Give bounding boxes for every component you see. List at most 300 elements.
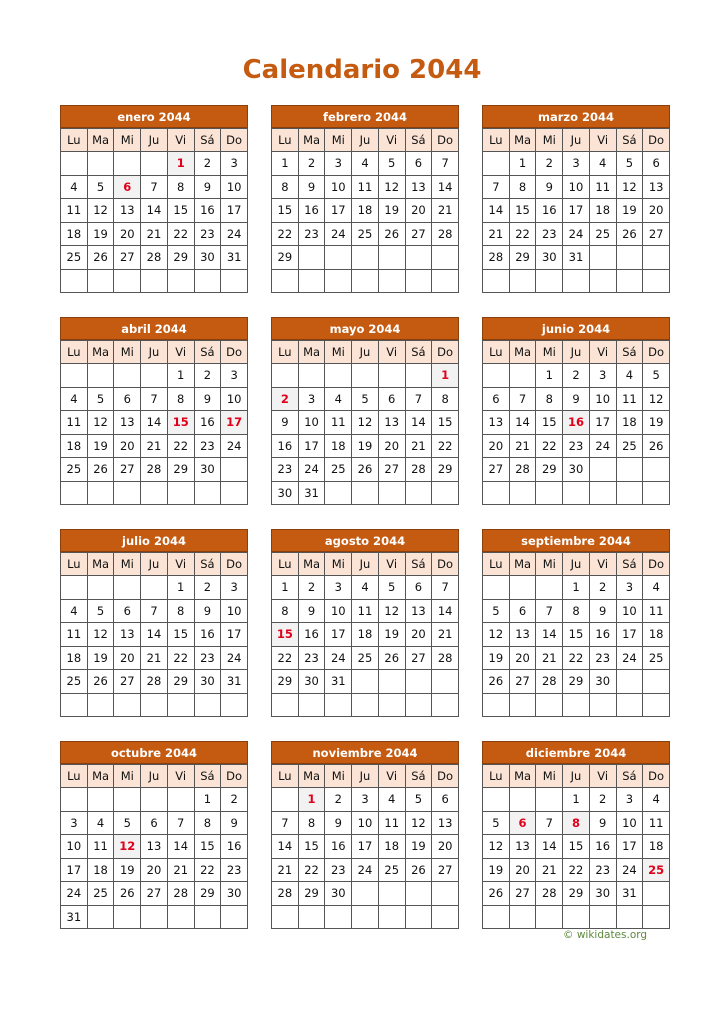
weekday-header: Sá bbox=[406, 765, 433, 788]
day-cell: 28 bbox=[483, 246, 510, 270]
day-cell: 20 bbox=[114, 435, 141, 459]
day-cell: 6 bbox=[510, 600, 537, 624]
day-cell: 25 bbox=[352, 647, 379, 671]
weekday-header: Sá bbox=[406, 553, 433, 576]
empty-day-cell bbox=[299, 694, 326, 718]
day-cell: 5 bbox=[617, 152, 644, 176]
empty-day-cell bbox=[195, 482, 222, 506]
day-cell: 17 bbox=[221, 199, 248, 223]
day-cell: 22 bbox=[299, 859, 326, 883]
day-cell: 22 bbox=[536, 435, 563, 459]
day-cell: 21 bbox=[483, 223, 510, 247]
day-cell: 23 bbox=[195, 435, 222, 459]
day-cell: 25 bbox=[88, 882, 115, 906]
day-cell: 15 bbox=[299, 835, 326, 859]
day-cell: 26 bbox=[617, 223, 644, 247]
weekday-header: Lu bbox=[61, 553, 88, 576]
weekday-header: Vi bbox=[590, 129, 617, 152]
day-cell: 18 bbox=[617, 411, 644, 435]
day-cell: 9 bbox=[325, 812, 352, 836]
day-cell: 18 bbox=[643, 623, 670, 647]
day-cell: 24 bbox=[221, 223, 248, 247]
day-cell: 7 bbox=[141, 600, 168, 624]
empty-day-cell bbox=[352, 364, 379, 388]
weekday-header: Lu bbox=[483, 553, 510, 576]
day-cell: 22 bbox=[510, 223, 537, 247]
day-cell: 6 bbox=[114, 600, 141, 624]
day-cell: 20 bbox=[643, 199, 670, 223]
day-cell: 8 bbox=[536, 388, 563, 412]
month-block bbox=[60, 529, 248, 717]
empty-day-cell bbox=[483, 152, 510, 176]
day-cell: 26 bbox=[643, 435, 670, 459]
empty-day-cell bbox=[510, 482, 537, 506]
empty-day-cell bbox=[379, 906, 406, 930]
empty-day-cell bbox=[510, 270, 537, 294]
day-cell: 1 bbox=[272, 576, 299, 600]
day-cell: 21 bbox=[432, 199, 459, 223]
day-cell: 18 bbox=[88, 859, 115, 883]
empty-day-cell bbox=[643, 882, 670, 906]
day-cell: 27 bbox=[432, 859, 459, 883]
day-cell: 17 bbox=[563, 199, 590, 223]
day-cell: 2 bbox=[299, 152, 326, 176]
day-cell: 24 bbox=[352, 859, 379, 883]
empty-day-cell bbox=[352, 482, 379, 506]
day-cell: 7 bbox=[536, 600, 563, 624]
day-cell: 24 bbox=[325, 647, 352, 671]
empty-day-cell bbox=[272, 270, 299, 294]
day-cell: 24 bbox=[590, 435, 617, 459]
month-grid bbox=[60, 128, 248, 293]
day-cell: 23 bbox=[563, 435, 590, 459]
day-cell: 21 bbox=[141, 223, 168, 247]
day-cell: 30 bbox=[590, 670, 617, 694]
day-cell: 15 bbox=[563, 835, 590, 859]
weekday-header: Sá bbox=[195, 553, 222, 576]
empty-day-cell bbox=[88, 694, 115, 718]
day-cell: 31 bbox=[61, 906, 88, 930]
day-cell: 2 bbox=[325, 788, 352, 812]
empty-day-cell bbox=[221, 270, 248, 294]
day-cell: 3 bbox=[617, 788, 644, 812]
day-cell: 26 bbox=[379, 647, 406, 671]
day-cell: 12 bbox=[352, 411, 379, 435]
day-cell: 11 bbox=[643, 600, 670, 624]
day-cell: 22 bbox=[563, 647, 590, 671]
day-cell: 16 bbox=[272, 435, 299, 459]
day-cell: 20 bbox=[483, 435, 510, 459]
page-title: Calendario 2044 bbox=[242, 55, 482, 85]
empty-day-cell bbox=[168, 694, 195, 718]
day-cell: 14 bbox=[272, 835, 299, 859]
weekday-header: Ju bbox=[141, 765, 168, 788]
empty-day-cell bbox=[406, 670, 433, 694]
empty-day-cell bbox=[379, 694, 406, 718]
empty-day-cell bbox=[325, 270, 352, 294]
day-cell: 29 bbox=[432, 458, 459, 482]
day-cell: 21 bbox=[168, 859, 195, 883]
month-grid bbox=[482, 128, 670, 293]
day-cell: 8 bbox=[168, 176, 195, 200]
day-cell: 23 bbox=[299, 223, 326, 247]
day-cell: 13 bbox=[114, 199, 141, 223]
day-cell: 16 bbox=[195, 623, 222, 647]
day-cell: 11 bbox=[590, 176, 617, 200]
empty-day-cell bbox=[88, 576, 115, 600]
day-cell: 14 bbox=[432, 600, 459, 624]
day-cell: 25 bbox=[325, 458, 352, 482]
day-cell: 4 bbox=[88, 812, 115, 836]
day-cell: 14 bbox=[483, 199, 510, 223]
day-cell: 3 bbox=[221, 152, 248, 176]
empty-day-cell bbox=[617, 694, 644, 718]
day-cell: 9 bbox=[195, 176, 222, 200]
weekday-header: Ma bbox=[88, 341, 115, 364]
empty-day-cell bbox=[221, 906, 248, 930]
day-cell: 15 bbox=[168, 623, 195, 647]
day-cell: 24 bbox=[617, 859, 644, 883]
day-cell: 18 bbox=[61, 223, 88, 247]
weekday-header: Mi bbox=[325, 765, 352, 788]
month-grid bbox=[271, 764, 459, 929]
day-cell: 25 bbox=[61, 458, 88, 482]
empty-day-cell bbox=[325, 694, 352, 718]
day-cell: 25 bbox=[643, 647, 670, 671]
day-cell: 29 bbox=[272, 246, 299, 270]
day-cell: 12 bbox=[406, 812, 433, 836]
weekday-header: Sá bbox=[406, 129, 433, 152]
day-cell: 8 bbox=[510, 176, 537, 200]
day-cell: 28 bbox=[406, 458, 433, 482]
day-cell: 30 bbox=[272, 482, 299, 506]
empty-day-cell bbox=[643, 270, 670, 294]
empty-day-cell bbox=[195, 906, 222, 930]
day-cell: 20 bbox=[114, 223, 141, 247]
weekday-header: Vi bbox=[590, 553, 617, 576]
weekday-header: Vi bbox=[379, 341, 406, 364]
weekday-header: Ma bbox=[88, 765, 115, 788]
empty-day-cell bbox=[510, 364, 537, 388]
day-cell: 10 bbox=[221, 600, 248, 624]
day-cell: 3 bbox=[61, 812, 88, 836]
empty-day-cell bbox=[221, 458, 248, 482]
day-cell: 1 bbox=[536, 364, 563, 388]
day-cell: 7 bbox=[272, 812, 299, 836]
day-cell: 9 bbox=[563, 388, 590, 412]
day-cell: 12 bbox=[379, 600, 406, 624]
empty-day-cell bbox=[536, 576, 563, 600]
day-cell: 6 bbox=[406, 576, 433, 600]
month-grid bbox=[482, 764, 670, 929]
empty-day-cell bbox=[406, 906, 433, 930]
month-block bbox=[60, 741, 248, 929]
day-cell: 13 bbox=[141, 835, 168, 859]
empty-day-cell bbox=[352, 670, 379, 694]
day-cell: 12 bbox=[88, 199, 115, 223]
weekday-header: Sá bbox=[195, 129, 222, 152]
day-cell: 20 bbox=[510, 859, 537, 883]
weekday-header: Sá bbox=[406, 341, 433, 364]
day-cell: 23 bbox=[272, 458, 299, 482]
day-cell: 10 bbox=[617, 812, 644, 836]
day-cell: 3 bbox=[617, 576, 644, 600]
day-cell: 29 bbox=[272, 670, 299, 694]
day-cell: 5 bbox=[88, 388, 115, 412]
day-cell: 23 bbox=[536, 223, 563, 247]
empty-day-cell bbox=[195, 270, 222, 294]
weekday-header: Ma bbox=[88, 553, 115, 576]
weekday-header: Lu bbox=[483, 341, 510, 364]
month-header: mayo 2044 bbox=[271, 317, 459, 340]
day-cell: 7 bbox=[141, 176, 168, 200]
day-cell: 5 bbox=[114, 812, 141, 836]
day-cell: 17 bbox=[221, 623, 248, 647]
day-cell: 31 bbox=[617, 882, 644, 906]
empty-day-cell bbox=[379, 670, 406, 694]
day-cell: 11 bbox=[61, 199, 88, 223]
day-cell: 15 bbox=[510, 199, 537, 223]
day-cell: 14 bbox=[141, 199, 168, 223]
day-cell: 22 bbox=[563, 859, 590, 883]
day-cell: 31 bbox=[325, 670, 352, 694]
empty-day-cell bbox=[195, 694, 222, 718]
weekday-header: Do bbox=[221, 765, 248, 788]
day-cell: 24 bbox=[563, 223, 590, 247]
empty-day-cell bbox=[563, 694, 590, 718]
day-cell: 4 bbox=[590, 152, 617, 176]
day-cell: 14 bbox=[536, 835, 563, 859]
empty-day-cell bbox=[325, 364, 352, 388]
day-cell: 5 bbox=[483, 812, 510, 836]
day-cell: 24 bbox=[61, 882, 88, 906]
empty-day-cell bbox=[141, 364, 168, 388]
empty-day-cell bbox=[510, 694, 537, 718]
day-cell: 4 bbox=[643, 788, 670, 812]
day-cell: 28 bbox=[510, 458, 537, 482]
day-cell: 13 bbox=[510, 623, 537, 647]
empty-day-cell bbox=[61, 270, 88, 294]
weekday-header: Ju bbox=[141, 129, 168, 152]
holiday-day-cell: 16 bbox=[563, 411, 590, 435]
empty-day-cell bbox=[536, 270, 563, 294]
day-cell: 22 bbox=[168, 647, 195, 671]
day-cell: 25 bbox=[590, 223, 617, 247]
day-cell: 6 bbox=[379, 388, 406, 412]
empty-day-cell bbox=[536, 906, 563, 930]
day-cell: 23 bbox=[299, 647, 326, 671]
empty-day-cell bbox=[590, 458, 617, 482]
day-cell: 8 bbox=[432, 388, 459, 412]
month-block bbox=[60, 317, 248, 505]
day-cell: 11 bbox=[379, 812, 406, 836]
day-cell: 3 bbox=[563, 152, 590, 176]
day-cell: 28 bbox=[432, 223, 459, 247]
day-cell: 18 bbox=[61, 435, 88, 459]
day-cell: 5 bbox=[88, 176, 115, 200]
day-cell: 27 bbox=[483, 458, 510, 482]
empty-day-cell bbox=[114, 152, 141, 176]
weekday-header: Lu bbox=[61, 341, 88, 364]
holiday-day-cell: 6 bbox=[114, 176, 141, 200]
empty-day-cell bbox=[88, 906, 115, 930]
weekday-header: Ju bbox=[141, 553, 168, 576]
day-cell: 13 bbox=[643, 176, 670, 200]
day-cell: 9 bbox=[195, 388, 222, 412]
weekday-header: Ma bbox=[299, 553, 326, 576]
empty-day-cell bbox=[221, 482, 248, 506]
weekday-header: Do bbox=[432, 129, 459, 152]
day-cell: 26 bbox=[483, 670, 510, 694]
empty-day-cell bbox=[352, 906, 379, 930]
day-cell: 27 bbox=[643, 223, 670, 247]
weekday-header: Ju bbox=[563, 553, 590, 576]
day-cell: 9 bbox=[195, 600, 222, 624]
month-block bbox=[482, 105, 670, 293]
day-cell: 16 bbox=[590, 835, 617, 859]
day-cell: 20 bbox=[510, 647, 537, 671]
day-cell: 5 bbox=[643, 364, 670, 388]
day-cell: 4 bbox=[617, 364, 644, 388]
day-cell: 10 bbox=[299, 411, 326, 435]
empty-day-cell bbox=[88, 364, 115, 388]
day-cell: 11 bbox=[61, 411, 88, 435]
day-cell: 19 bbox=[88, 223, 115, 247]
day-cell: 4 bbox=[61, 176, 88, 200]
holiday-day-cell: 25 bbox=[643, 859, 670, 883]
empty-day-cell bbox=[432, 882, 459, 906]
empty-day-cell bbox=[510, 906, 537, 930]
day-cell: 8 bbox=[299, 812, 326, 836]
holiday-day-cell: 1 bbox=[432, 364, 459, 388]
day-cell: 26 bbox=[88, 246, 115, 270]
empty-day-cell bbox=[299, 364, 326, 388]
empty-day-cell bbox=[61, 482, 88, 506]
empty-day-cell bbox=[617, 906, 644, 930]
month-header: octubre 2044 bbox=[60, 741, 248, 764]
empty-day-cell bbox=[379, 882, 406, 906]
day-cell: 6 bbox=[432, 788, 459, 812]
empty-day-cell bbox=[88, 482, 115, 506]
day-cell: 30 bbox=[195, 670, 222, 694]
day-cell: 27 bbox=[406, 223, 433, 247]
empty-day-cell bbox=[114, 576, 141, 600]
weekday-header: Mi bbox=[114, 553, 141, 576]
weekday-header: Vi bbox=[379, 553, 406, 576]
day-cell: 27 bbox=[510, 670, 537, 694]
day-cell: 5 bbox=[483, 600, 510, 624]
day-cell: 5 bbox=[88, 600, 115, 624]
empty-day-cell bbox=[141, 270, 168, 294]
empty-day-cell bbox=[141, 152, 168, 176]
month-grid bbox=[271, 552, 459, 717]
day-cell: 27 bbox=[114, 246, 141, 270]
empty-day-cell bbox=[406, 694, 433, 718]
day-cell: 23 bbox=[195, 223, 222, 247]
day-cell: 2 bbox=[195, 364, 222, 388]
day-cell: 19 bbox=[483, 859, 510, 883]
empty-day-cell bbox=[590, 270, 617, 294]
empty-day-cell bbox=[272, 788, 299, 812]
empty-day-cell bbox=[617, 246, 644, 270]
weekday-header: Do bbox=[221, 553, 248, 576]
empty-day-cell bbox=[299, 246, 326, 270]
day-cell: 20 bbox=[406, 623, 433, 647]
day-cell: 16 bbox=[325, 835, 352, 859]
empty-day-cell bbox=[325, 906, 352, 930]
day-cell: 20 bbox=[406, 199, 433, 223]
day-cell: 14 bbox=[432, 176, 459, 200]
empty-day-cell bbox=[432, 670, 459, 694]
day-cell: 11 bbox=[352, 176, 379, 200]
day-cell: 7 bbox=[406, 388, 433, 412]
month-header: febrero 2044 bbox=[271, 105, 459, 128]
day-cell: 11 bbox=[352, 600, 379, 624]
day-cell: 15 bbox=[195, 835, 222, 859]
weekday-header: Do bbox=[221, 129, 248, 152]
day-cell: 23 bbox=[590, 859, 617, 883]
empty-day-cell bbox=[114, 694, 141, 718]
weekday-header: Ma bbox=[510, 341, 537, 364]
day-cell: 1 bbox=[272, 152, 299, 176]
month-block bbox=[271, 529, 459, 717]
day-cell: 13 bbox=[406, 176, 433, 200]
day-cell: 29 bbox=[168, 670, 195, 694]
day-cell: 17 bbox=[617, 623, 644, 647]
day-cell: 21 bbox=[432, 623, 459, 647]
day-cell: 17 bbox=[325, 199, 352, 223]
empty-day-cell bbox=[590, 246, 617, 270]
day-cell: 3 bbox=[325, 152, 352, 176]
empty-day-cell bbox=[432, 694, 459, 718]
day-cell: 21 bbox=[272, 859, 299, 883]
empty-day-cell bbox=[299, 906, 326, 930]
day-cell: 15 bbox=[432, 411, 459, 435]
day-cell: 28 bbox=[168, 882, 195, 906]
day-cell: 15 bbox=[168, 199, 195, 223]
empty-day-cell bbox=[352, 246, 379, 270]
day-cell: 30 bbox=[195, 246, 222, 270]
day-cell: 17 bbox=[299, 435, 326, 459]
day-cell: 1 bbox=[168, 364, 195, 388]
day-cell: 6 bbox=[114, 388, 141, 412]
weekday-header: Ju bbox=[563, 765, 590, 788]
day-cell: 11 bbox=[617, 388, 644, 412]
day-cell: 2 bbox=[195, 152, 222, 176]
weekday-header: Ma bbox=[510, 129, 537, 152]
day-cell: 16 bbox=[299, 623, 326, 647]
day-cell: 28 bbox=[272, 882, 299, 906]
month-grid bbox=[482, 552, 670, 717]
weekday-header: Lu bbox=[272, 341, 299, 364]
day-cell: 13 bbox=[510, 835, 537, 859]
day-cell: 30 bbox=[299, 670, 326, 694]
day-cell: 16 bbox=[299, 199, 326, 223]
empty-day-cell bbox=[536, 788, 563, 812]
day-cell: 7 bbox=[432, 152, 459, 176]
day-cell: 29 bbox=[168, 458, 195, 482]
day-cell: 13 bbox=[114, 623, 141, 647]
day-cell: 10 bbox=[221, 176, 248, 200]
empty-day-cell bbox=[483, 576, 510, 600]
empty-day-cell bbox=[325, 246, 352, 270]
day-cell: 12 bbox=[379, 176, 406, 200]
day-cell: 19 bbox=[617, 199, 644, 223]
weekday-header: Ma bbox=[299, 341, 326, 364]
empty-day-cell bbox=[272, 906, 299, 930]
weekday-header: Sá bbox=[617, 341, 644, 364]
day-cell: 20 bbox=[141, 859, 168, 883]
